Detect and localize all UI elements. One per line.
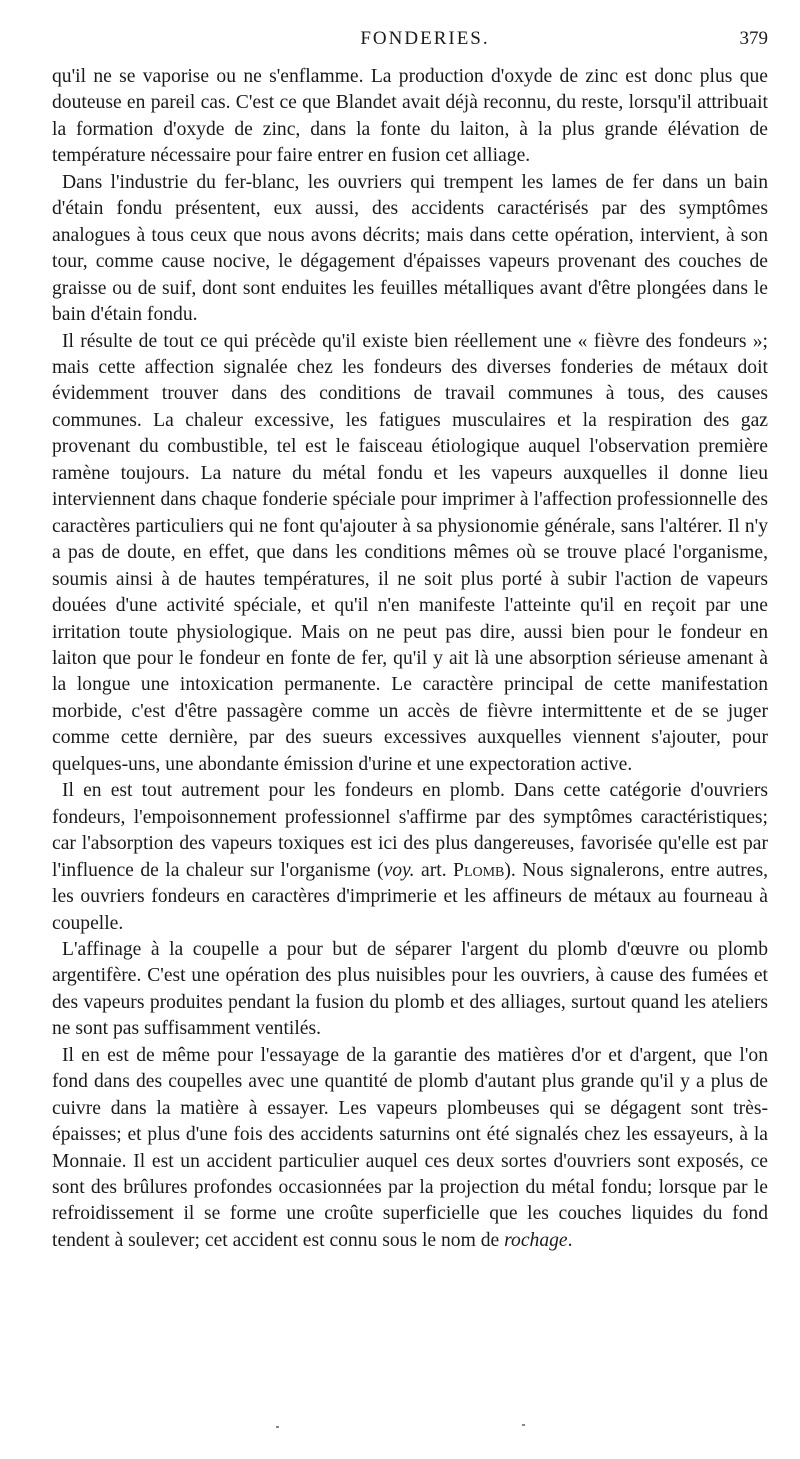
paragraph-tinplate: Dans l'industrie du fer-blanc, les ouvriers qui trempent les lames de fer dans un bain d'étain fondu présentent, eux aussi, des accidents caractérisés par des symptômes analogues à tous ceux que nous avons décrits; mais dans cette opération, intervient, à son tour, comme cause nocive, le dégagement d'épaisses vapeurs provenant des couches de graisse ou de suif, dont sont enduites les feuilles métalliques avant d'être plongées dans le bain d'étain fondu. <box>52 171 768 326</box>
page-number: 379 <box>739 28 768 49</box>
print-speck <box>276 1426 279 1428</box>
paragraph-founders-fever: Il résulte de tout ce qui précède qu'il existe bien réellement une « fièvre des fondeurs »; mais cette affection signalée chez les fondeurs des diverses fonderies de métaux doit évidemment trouver dans des conditions de travail communes à tous, des causes communes. La chaleur excessive, les fatigues musculaires et la respiration des gaz provenant du combustible, tel est le faisceau étiologique auquel l'observation première ramène toujours. La nature du métal fondu et les vapeurs auxquelles il donne lieu interviennent dans chaque fonderie spéciale pour imprimer à l'affection professionnelle des caractères particuliers qui ne font qu'ajouter à sa physionomie générale, sans l'altérer. Il n'y a pas de doute, en effet, que dans les conditions mêmes où se trouve placé l'organisme, soumis ainsi à de hautes températures, il ne soit plus porté à subir l'action de vapeurs douées d'une activité spéciale, et qu'il n'en manifeste l'atteinte qu'il en reçoit par une irritation toute physiologique. Mais on ne peut pas dire, aussi bien pour le fondeur en laiton que pour le fondeur en fonte de fer, qu'il y ait là une absorption sérieuse amenant à la longue une intoxication permanente. Le caractère principal de cette manifestation morbide, c'est d'être passagère comme un accès de fièvre intermittente et de se juger comme cette dernière, par des sueurs excessives auxquelles viennent s'ajouter, pour quelques-uns, une abondante émission d'urine et une expectoration active. <box>52 330 768 775</box>
book-page <box>52 28 768 1254</box>
lead-text-mid: art. <box>414 859 454 881</box>
paragraph-lead-founders <box>52 778 768 937</box>
lead-text-after: ). Nous signalerons, entre autres, les ouvriers fondeurs en caractères d'imprimerie et les affineurs de métaux au fourneau à coupelle. <box>52 859 768 934</box>
running-head: FONDERIES. <box>360 28 490 49</box>
paragraph-cupellation: L'affinage à la coupelle a pour but de séparer l'argent du plomb d'œuvre ou plomb argentifère. C'est une opération des plus nuisibles pour les ouvriers, à cause des fumées et des vapeurs produites pendant la fusion du plomb et des alliages, surtout quand les ateliers ne sont pas suffisamment ventilés. <box>52 938 768 1040</box>
body-text <box>52 64 768 1254</box>
print-speck <box>522 1424 525 1426</box>
assay-italic-term: rochage <box>504 1229 568 1251</box>
paragraph-zinc-oxide: qu'il ne se vaporise ou ne s'enflamme. La production d'oxyde de zinc est donc plus que douteuse en pareil cas. C'est ce que Blandet avait déjà reconnu, du reste, lorsqu'il attribuait la formation d'oxyde de zinc, dans la fonte du laiton, à la plus grande élévation de température nécessaire pour faire entrer en fusion cet alliage. <box>52 66 768 167</box>
assay-text-after: . <box>567 1229 573 1251</box>
paragraph-assaying <box>52 1043 768 1255</box>
lead-small-caps-ref: Plomb <box>453 859 505 881</box>
lead-text-before: Il en est tout autrement pour les fondeurs en plomb. Dans cette catégorie d'ouvriers fondeurs, l'empoisonnement professionnel s'affirme par des symptômes caractéristiques; car l'absorption des vapeurs toxiques est ici des plus dangereuses, favorisée qu'elle est par l'influence de la chaleur sur l'organisme ( <box>52 780 768 881</box>
lead-italic-ref: voy. <box>383 859 415 881</box>
page-header <box>52 28 768 54</box>
assay-text-before: Il en est de même pour l'essayage de la garantie des matières d'or et d'argent, que l'on fond dans des coupelles avec une quantité de plomb d'autant plus grande qu'il y a plus de cuivre dans la matière à essayer. Les vapeurs plombeuses qui se dégagent sont très-épaisses; et plus d'une fois des accidents saturnins ont été signalés chez les essayeurs, à la Monnaie. Il est un accident particulier auquel ces deux sortes d'ouvriers sont exposés, ce sont des brûlures profondes occasionnées par la projection du métal fondu; lorsque par le refroidissement il se forme une croûte superficielle que les couches liquides du fond tendent à soulever; cet accident est connu sous le nom de <box>52 1044 768 1251</box>
